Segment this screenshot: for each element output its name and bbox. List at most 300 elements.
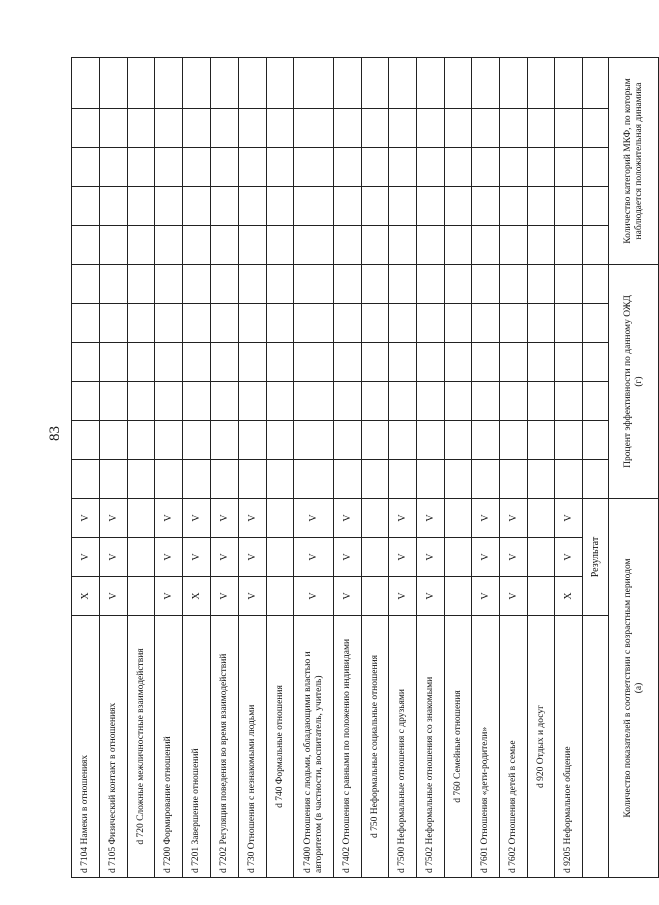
empty-cell xyxy=(528,421,555,460)
empty-cell xyxy=(128,187,155,226)
empty-cell xyxy=(267,265,294,304)
empty-cell xyxy=(155,226,183,265)
empty-cell xyxy=(211,148,239,187)
empty-cell xyxy=(239,265,267,304)
empty-cell xyxy=(72,265,100,304)
empty-cell xyxy=(334,226,362,265)
empty-cell xyxy=(128,58,155,109)
table-row xyxy=(555,58,583,878)
empty-cell xyxy=(334,265,362,304)
mark-cell: V xyxy=(472,499,500,538)
empty-cell xyxy=(334,304,362,343)
empty-cell xyxy=(267,382,294,421)
empty-cell xyxy=(362,226,389,265)
empty-cell xyxy=(500,58,528,109)
empty-cell xyxy=(445,109,472,148)
empty-cell xyxy=(155,421,183,460)
empty-cell xyxy=(239,109,267,148)
mark-cell: V xyxy=(100,499,128,538)
empty-cell xyxy=(472,226,500,265)
empty-cell xyxy=(128,538,155,577)
section-label: d 720 Сложные межличностные взаимодействия xyxy=(128,616,155,878)
empty-cell xyxy=(239,304,267,343)
empty-cell xyxy=(583,148,609,187)
empty-cell xyxy=(72,109,100,148)
empty-cell xyxy=(555,109,583,148)
empty-cell xyxy=(183,265,211,304)
empty-cell xyxy=(128,226,155,265)
mark-cell: V xyxy=(500,538,528,577)
empty-cell xyxy=(528,265,555,304)
empty-cell xyxy=(528,382,555,421)
empty-cell xyxy=(294,382,334,421)
section-label: d 920 Отдых и досуг xyxy=(528,616,555,878)
empty-cell xyxy=(417,148,445,187)
result-row-label xyxy=(583,616,609,878)
table-row xyxy=(211,58,239,878)
empty-cell xyxy=(294,343,334,382)
empty-cell xyxy=(239,148,267,187)
row-label: d 7105 Физический контакт в отношениях xyxy=(100,616,128,878)
empty-cell xyxy=(334,460,362,499)
empty-cell xyxy=(239,226,267,265)
empty-cell xyxy=(389,109,417,148)
empty-cell xyxy=(128,148,155,187)
empty-cell xyxy=(183,148,211,187)
empty-cell xyxy=(445,187,472,226)
empty-cell xyxy=(472,109,500,148)
empty-cell xyxy=(389,460,417,499)
mark-cell: V xyxy=(239,538,267,577)
section-row xyxy=(445,58,472,878)
empty-cell xyxy=(155,109,183,148)
empty-cell xyxy=(183,343,211,382)
mark-cell: V xyxy=(417,499,445,538)
empty-cell xyxy=(211,58,239,109)
row-label: d 7201 Завершение отношений xyxy=(183,616,211,878)
empty-cell xyxy=(183,421,211,460)
empty-cell xyxy=(211,187,239,226)
empty-cell xyxy=(267,187,294,226)
empty-cell xyxy=(417,343,445,382)
empty-cell xyxy=(211,421,239,460)
empty-cell xyxy=(72,382,100,421)
empty-cell xyxy=(267,421,294,460)
empty-cell xyxy=(555,187,583,226)
mark-cell: X xyxy=(555,577,583,616)
empty-cell xyxy=(155,58,183,109)
section-label: d 760 Семейные отношения xyxy=(445,616,472,878)
empty-cell xyxy=(555,304,583,343)
empty-cell xyxy=(389,265,417,304)
empty-cell xyxy=(417,304,445,343)
section-row xyxy=(362,58,389,878)
mark-cell: V xyxy=(417,577,445,616)
footer-positive xyxy=(609,58,659,265)
empty-cell xyxy=(362,187,389,226)
assessment-table-wrapper xyxy=(71,58,644,878)
section-label: d 740 Формальные отношения xyxy=(267,616,294,878)
empty-cell xyxy=(294,148,334,187)
empty-cell xyxy=(362,382,389,421)
table-row xyxy=(155,58,183,878)
empty-cell xyxy=(100,421,128,460)
mark-cell: X xyxy=(72,577,100,616)
empty-cell xyxy=(211,343,239,382)
empty-cell xyxy=(389,58,417,109)
empty-cell xyxy=(267,343,294,382)
mark-cell: V xyxy=(155,499,183,538)
section-row xyxy=(528,58,555,878)
empty-cell xyxy=(128,304,155,343)
empty-cell xyxy=(267,304,294,343)
empty-cell xyxy=(294,421,334,460)
empty-cell xyxy=(267,577,294,616)
empty-cell xyxy=(183,58,211,109)
empty-cell xyxy=(362,304,389,343)
empty-cell xyxy=(128,421,155,460)
empty-cell xyxy=(362,148,389,187)
empty-cell xyxy=(472,343,500,382)
empty-cell xyxy=(528,58,555,109)
empty-cell xyxy=(555,421,583,460)
footer-count-letter: (а) xyxy=(633,682,644,694)
empty-cell xyxy=(445,382,472,421)
empty-cell xyxy=(389,421,417,460)
empty-cell xyxy=(72,58,100,109)
empty-cell xyxy=(334,382,362,421)
empty-cell xyxy=(100,109,128,148)
empty-cell xyxy=(417,109,445,148)
row-label: d 7202 Регуляция поведения во время взаимодействий xyxy=(211,616,239,878)
mark-cell: V xyxy=(294,538,334,577)
empty-cell xyxy=(267,109,294,148)
empty-cell xyxy=(583,265,609,304)
empty-cell xyxy=(445,499,472,538)
empty-cell xyxy=(500,148,528,187)
empty-cell xyxy=(362,499,389,538)
table-row xyxy=(334,58,362,878)
empty-cell xyxy=(294,265,334,304)
empty-cell xyxy=(528,499,555,538)
empty-cell xyxy=(128,265,155,304)
empty-cell xyxy=(267,148,294,187)
empty-cell xyxy=(211,109,239,148)
row-label: d 7502 Неформальные отношения со знакомыми xyxy=(417,616,445,878)
empty-cell xyxy=(528,343,555,382)
empty-cell xyxy=(128,499,155,538)
empty-cell xyxy=(362,109,389,148)
empty-cell xyxy=(155,148,183,187)
empty-cell xyxy=(334,421,362,460)
empty-cell xyxy=(155,265,183,304)
empty-cell xyxy=(389,343,417,382)
mark-cell: V xyxy=(389,499,417,538)
empty-cell xyxy=(334,187,362,226)
table-row xyxy=(472,58,500,878)
mark-cell: V xyxy=(417,538,445,577)
empty-cell xyxy=(72,148,100,187)
mark-cell: V xyxy=(389,577,417,616)
mark-cell: V xyxy=(211,499,239,538)
empty-cell xyxy=(472,187,500,226)
empty-cell xyxy=(294,460,334,499)
empty-cell xyxy=(583,382,609,421)
empty-cell xyxy=(583,58,609,109)
empty-cell xyxy=(445,577,472,616)
result-row xyxy=(583,58,609,878)
empty-cell xyxy=(100,58,128,109)
empty-cell xyxy=(294,304,334,343)
empty-cell xyxy=(72,460,100,499)
empty-cell xyxy=(362,538,389,577)
table-row xyxy=(239,58,267,878)
empty-cell xyxy=(267,58,294,109)
empty-cell xyxy=(583,460,609,499)
empty-cell xyxy=(583,109,609,148)
empty-cell xyxy=(528,148,555,187)
empty-cell xyxy=(555,58,583,109)
mark-cell: V xyxy=(334,577,362,616)
empty-cell xyxy=(100,148,128,187)
empty-cell xyxy=(583,304,609,343)
empty-cell xyxy=(239,382,267,421)
empty-cell xyxy=(239,187,267,226)
empty-cell xyxy=(500,304,528,343)
mark-cell: V xyxy=(500,499,528,538)
empty-cell xyxy=(389,148,417,187)
mark-cell: V xyxy=(72,538,100,577)
mark-cell: V xyxy=(239,577,267,616)
empty-cell xyxy=(362,577,389,616)
empty-cell xyxy=(472,265,500,304)
result-label: Результат xyxy=(583,499,609,616)
empty-cell xyxy=(555,265,583,304)
empty-cell xyxy=(583,226,609,265)
mark-cell: V xyxy=(472,538,500,577)
empty-cell xyxy=(334,343,362,382)
footer-positive-text: Количество категорий МКФ, по которым наблюдается положительная динамика xyxy=(622,78,644,244)
mark-cell: V xyxy=(211,577,239,616)
empty-cell xyxy=(500,460,528,499)
empty-cell xyxy=(417,382,445,421)
row-label: d 7500 Неформальные отношения с друзьями xyxy=(389,616,417,878)
mark-cell: V xyxy=(555,499,583,538)
empty-cell xyxy=(294,226,334,265)
footer-percent-letter: (г) xyxy=(633,376,644,387)
empty-cell xyxy=(500,382,528,421)
empty-cell xyxy=(389,187,417,226)
empty-cell xyxy=(389,226,417,265)
empty-cell xyxy=(294,109,334,148)
mark-cell: V xyxy=(472,577,500,616)
empty-cell xyxy=(100,382,128,421)
mark-cell: V xyxy=(239,499,267,538)
row-label: d 9205 Неформальное общение xyxy=(555,616,583,878)
table-row xyxy=(500,58,528,878)
empty-cell xyxy=(211,265,239,304)
empty-cell xyxy=(334,148,362,187)
mark-cell: V xyxy=(294,499,334,538)
table-row xyxy=(72,58,100,878)
empty-cell xyxy=(362,58,389,109)
empty-cell xyxy=(528,538,555,577)
empty-cell xyxy=(528,304,555,343)
empty-cell xyxy=(555,148,583,187)
footer-percent-text: Процент эффективности по данному ОЖД xyxy=(622,295,633,468)
empty-cell xyxy=(183,460,211,499)
empty-cell xyxy=(211,304,239,343)
empty-cell xyxy=(528,187,555,226)
empty-cell xyxy=(211,382,239,421)
empty-cell xyxy=(445,58,472,109)
empty-cell xyxy=(417,58,445,109)
empty-cell xyxy=(555,343,583,382)
empty-cell xyxy=(334,109,362,148)
empty-cell xyxy=(239,343,267,382)
empty-cell xyxy=(72,226,100,265)
table-row xyxy=(389,58,417,878)
empty-cell xyxy=(267,460,294,499)
empty-cell xyxy=(583,343,609,382)
empty-cell xyxy=(267,226,294,265)
empty-cell xyxy=(128,460,155,499)
empty-cell xyxy=(500,226,528,265)
empty-cell xyxy=(445,343,472,382)
mark-cell: V xyxy=(183,499,211,538)
page-number: 83 xyxy=(46,425,63,441)
empty-cell xyxy=(362,265,389,304)
empty-cell xyxy=(389,382,417,421)
empty-cell xyxy=(445,226,472,265)
mark-cell: V xyxy=(389,538,417,577)
table-row xyxy=(100,58,128,878)
empty-cell xyxy=(239,460,267,499)
empty-cell xyxy=(155,343,183,382)
empty-cell xyxy=(183,382,211,421)
empty-cell xyxy=(500,187,528,226)
empty-cell xyxy=(500,343,528,382)
empty-cell xyxy=(362,343,389,382)
empty-cell xyxy=(362,421,389,460)
row-label: d 7400 Отношения с людьми, обладающими властью и авторитетом (в частности, воспитатель, учитель) xyxy=(294,616,334,878)
mark-cell: V xyxy=(183,538,211,577)
empty-cell xyxy=(362,460,389,499)
empty-cell xyxy=(267,499,294,538)
mark-cell: V xyxy=(155,577,183,616)
mark-cell: V xyxy=(334,499,362,538)
empty-cell xyxy=(155,382,183,421)
empty-cell xyxy=(583,421,609,460)
empty-cell xyxy=(183,109,211,148)
empty-cell xyxy=(155,304,183,343)
mark-cell: V xyxy=(211,538,239,577)
empty-cell xyxy=(267,538,294,577)
empty-cell xyxy=(445,538,472,577)
mark-cell: V xyxy=(100,538,128,577)
empty-cell xyxy=(211,226,239,265)
empty-cell xyxy=(500,421,528,460)
empty-cell xyxy=(528,577,555,616)
empty-cell xyxy=(100,226,128,265)
mark-cell: X xyxy=(183,577,211,616)
empty-cell xyxy=(294,58,334,109)
empty-cell xyxy=(445,304,472,343)
empty-cell xyxy=(183,226,211,265)
empty-cell xyxy=(183,304,211,343)
empty-cell xyxy=(583,187,609,226)
empty-cell xyxy=(128,382,155,421)
empty-cell xyxy=(334,58,362,109)
empty-cell xyxy=(417,226,445,265)
footer-count xyxy=(609,499,659,878)
empty-cell xyxy=(294,187,334,226)
empty-cell xyxy=(445,148,472,187)
mark-cell: V xyxy=(72,499,100,538)
row-label: d 7200 Формирование отношений xyxy=(155,616,183,878)
row-label: d 730 Отношения с незнакомыми людьми xyxy=(239,616,267,878)
empty-cell xyxy=(155,460,183,499)
row-label: d 7601 Отношения «дети-родители» xyxy=(472,616,500,878)
empty-cell xyxy=(417,265,445,304)
row-label: d 7402 Отношения с равными по положению индивидами xyxy=(334,616,362,878)
empty-cell xyxy=(445,460,472,499)
empty-cell xyxy=(155,187,183,226)
mark-cell: V xyxy=(155,538,183,577)
empty-cell xyxy=(417,460,445,499)
empty-cell xyxy=(211,460,239,499)
empty-cell xyxy=(417,421,445,460)
section-label: d 750 Неформальные социальные отношения xyxy=(362,616,389,878)
mark-cell: V xyxy=(555,538,583,577)
empty-cell xyxy=(100,304,128,343)
empty-cell xyxy=(555,226,583,265)
empty-cell xyxy=(128,577,155,616)
empty-cell xyxy=(100,460,128,499)
empty-cell xyxy=(472,460,500,499)
empty-cell xyxy=(128,109,155,148)
empty-cell xyxy=(100,187,128,226)
mark-cell: V xyxy=(294,577,334,616)
empty-cell xyxy=(555,382,583,421)
footer-percent xyxy=(609,265,659,499)
empty-cell xyxy=(100,265,128,304)
empty-cell xyxy=(72,187,100,226)
footer-row xyxy=(609,58,659,878)
empty-cell xyxy=(528,460,555,499)
empty-cell xyxy=(239,421,267,460)
empty-cell xyxy=(472,58,500,109)
empty-cell xyxy=(389,304,417,343)
assessment-table xyxy=(71,57,659,878)
empty-cell xyxy=(528,226,555,265)
table-row xyxy=(417,58,445,878)
row-label: d 7602 Отношения детей в семье xyxy=(500,616,528,878)
mark-cell: V xyxy=(334,538,362,577)
empty-cell xyxy=(472,382,500,421)
empty-cell xyxy=(445,421,472,460)
empty-cell xyxy=(500,265,528,304)
empty-cell xyxy=(528,109,555,148)
empty-cell xyxy=(445,265,472,304)
section-row xyxy=(128,58,155,878)
empty-cell xyxy=(183,187,211,226)
empty-cell xyxy=(72,421,100,460)
section-row xyxy=(267,58,294,878)
footer-count-text: Количество показателей в соответствии с возрастным периодом xyxy=(622,558,633,818)
empty-cell xyxy=(72,304,100,343)
table-row xyxy=(294,58,334,878)
